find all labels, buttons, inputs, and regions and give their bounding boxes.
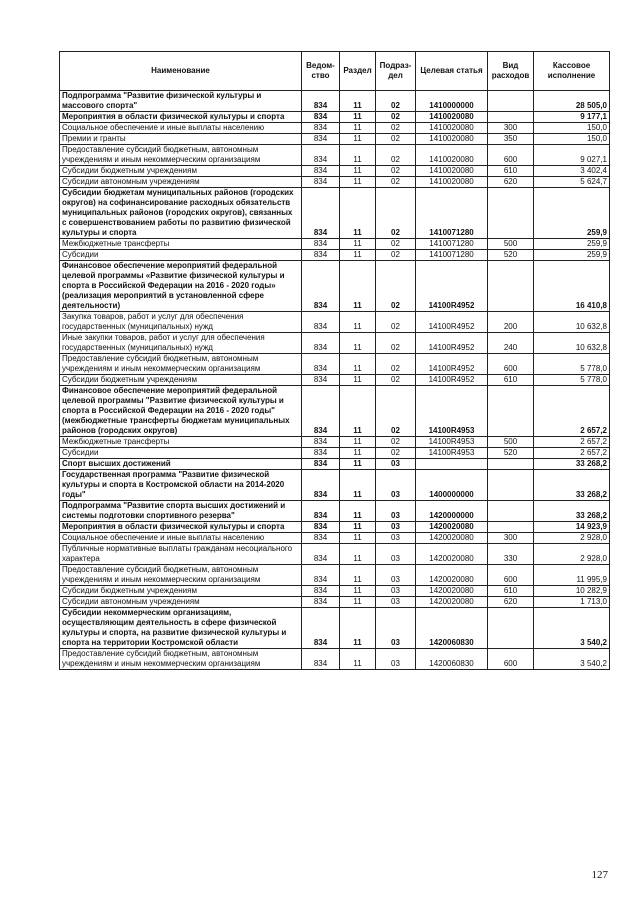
cell-target: 1420060830 (416, 608, 488, 649)
cell-section: 11 (340, 91, 376, 112)
cell-kind: 500 (488, 239, 534, 250)
table-row (60, 166, 610, 177)
cell-dept: 834 (302, 239, 340, 250)
cell-target: 14100R4952 (416, 333, 488, 354)
cell-amount: 3 402,4 (534, 166, 610, 177)
cell-section: 11 (340, 386, 376, 437)
cell-kind: 330 (488, 544, 534, 565)
cell-section: 11 (340, 312, 376, 333)
cell-dept: 834 (302, 333, 340, 354)
table-row (60, 501, 610, 522)
header-amount: Кассовое исполнение (534, 52, 610, 91)
cell-target: 14100R4952 (416, 261, 488, 312)
cell-section: 11 (340, 375, 376, 386)
cell-target: 1420020080 (416, 597, 488, 608)
cell-section: 11 (340, 112, 376, 123)
cell-dept: 834 (302, 459, 340, 470)
cell-kind: 600 (488, 649, 534, 670)
cell-name: Субсидии автономным учреждениям (60, 597, 302, 608)
cell-name: Закупка товаров, работ и услуг для обеспечения государственных (муниципальных) нужд (60, 312, 302, 333)
cell-subsection: 02 (376, 188, 416, 239)
table-row (60, 544, 610, 565)
cell-name: Спорт высших достижений (60, 459, 302, 470)
cell-subsection: 03 (376, 649, 416, 670)
cell-target: 1410020080 (416, 177, 488, 188)
cell-dept: 834 (302, 145, 340, 166)
cell-subsection: 02 (376, 145, 416, 166)
cell-kind: 610 (488, 586, 534, 597)
table-row (60, 312, 610, 333)
header-kind: Вид расходов (488, 52, 534, 91)
cell-name: Государственная программа "Развитие физической культуры и спорта в Костромской области на 2014-2020 годы" (60, 470, 302, 501)
cell-name: Мероприятия в области физической культуры и спорта (60, 522, 302, 533)
cell-amount: 33 268,2 (534, 470, 610, 501)
cell-name: Межбюджетные трансферты (60, 239, 302, 250)
cell-dept: 834 (302, 544, 340, 565)
cell-dept: 834 (302, 586, 340, 597)
cell-name: Финансовое обеспечение мероприятий федеральной целевой программы "Развитие физической культуры и спорта в Российской Федерации на 2016 - 2020 годы" (межбюджетные трансферты бюджетам муниципальных районов (городских округов) (60, 386, 302, 437)
cell-amount: 2 928,0 (534, 533, 610, 544)
cell-subsection: 02 (376, 134, 416, 145)
cell-section: 11 (340, 188, 376, 239)
cell-target: 1410000000 (416, 91, 488, 112)
cell-subsection: 03 (376, 608, 416, 649)
cell-section: 11 (340, 649, 376, 670)
cell-dept: 834 (302, 354, 340, 375)
cell-target: 1420020080 (416, 586, 488, 597)
cell-dept: 834 (302, 177, 340, 188)
cell-section: 11 (340, 123, 376, 134)
table-row (60, 134, 610, 145)
table-row (60, 533, 610, 544)
header-name: Наименование (60, 52, 302, 91)
cell-subsection: 03 (376, 544, 416, 565)
cell-target: 1400000000 (416, 470, 488, 501)
cell-amount: 16 410,8 (534, 261, 610, 312)
cell-subsection: 02 (376, 333, 416, 354)
cell-target: 1420060830 (416, 649, 488, 670)
cell-section: 11 (340, 166, 376, 177)
cell-amount: 14 923,9 (534, 522, 610, 533)
cell-subsection: 02 (376, 166, 416, 177)
cell-target: 14100R4952 (416, 375, 488, 386)
table-row (60, 375, 610, 386)
cell-section: 11 (340, 437, 376, 448)
cell-amount: 150,0 (534, 134, 610, 145)
cell-target: 1420020080 (416, 533, 488, 544)
cell-section: 11 (340, 565, 376, 586)
cell-section: 11 (340, 250, 376, 261)
cell-amount: 2 657,2 (534, 437, 610, 448)
cell-amount: 2 928,0 (534, 544, 610, 565)
cell-kind (488, 112, 534, 123)
cell-amount: 259,9 (534, 188, 610, 239)
cell-subsection: 03 (376, 501, 416, 522)
cell-target: 1420020080 (416, 522, 488, 533)
cell-dept: 834 (302, 312, 340, 333)
cell-target: 1410071280 (416, 188, 488, 239)
cell-dept: 834 (302, 261, 340, 312)
cell-name: Субсидии бюджетным учреждениям (60, 586, 302, 597)
cell-name: Подпрограмма "Развитие спорта высших достижений и системы подготовки спортивного резерва" (60, 501, 302, 522)
cell-name: Субсидии бюджетным учреждениям (60, 166, 302, 177)
table-row (60, 608, 610, 649)
cell-section: 11 (340, 544, 376, 565)
cell-kind (488, 522, 534, 533)
cell-subsection: 02 (376, 354, 416, 375)
cell-amount: 9 027,1 (534, 145, 610, 166)
cell-subsection: 02 (376, 261, 416, 312)
cell-subsection: 02 (376, 177, 416, 188)
cell-target: 14100R4953 (416, 437, 488, 448)
table-header-row (60, 52, 610, 91)
cell-dept: 834 (302, 250, 340, 261)
cell-subsection: 02 (376, 386, 416, 437)
table-row (60, 123, 610, 134)
cell-target: 14100R4953 (416, 448, 488, 459)
cell-amount: 33 268,2 (534, 501, 610, 522)
cell-section: 11 (340, 134, 376, 145)
table-row (60, 448, 610, 459)
table-row (60, 522, 610, 533)
cell-section: 11 (340, 333, 376, 354)
cell-subsection: 02 (376, 437, 416, 448)
table-row (60, 470, 610, 501)
cell-dept: 834 (302, 448, 340, 459)
cell-amount: 5 624,7 (534, 177, 610, 188)
cell-section: 11 (340, 354, 376, 375)
cell-kind (488, 91, 534, 112)
cell-name: Предоставление субсидий бюджетным, автономным учреждениям и иным некоммерческим организациям (60, 354, 302, 375)
table-row (60, 177, 610, 188)
cell-kind: 200 (488, 312, 534, 333)
header-target: Целевая статья (416, 52, 488, 91)
cell-target: 14100R4952 (416, 354, 488, 375)
table-row (60, 565, 610, 586)
cell-amount: 5 778,0 (534, 354, 610, 375)
cell-kind (488, 501, 534, 522)
cell-subsection: 02 (376, 448, 416, 459)
cell-dept: 834 (302, 386, 340, 437)
cell-dept: 834 (302, 597, 340, 608)
cell-kind: 610 (488, 166, 534, 177)
header-dept: Ведом-ство (302, 52, 340, 91)
cell-dept: 834 (302, 649, 340, 670)
cell-kind: 350 (488, 134, 534, 145)
cell-amount: 1 713,0 (534, 597, 610, 608)
cell-target: 14100R4952 (416, 312, 488, 333)
cell-kind: 520 (488, 250, 534, 261)
cell-kind: 600 (488, 354, 534, 375)
cell-kind (488, 386, 534, 437)
cell-name: Публичные нормативные выплаты гражданам несоциального характера (60, 544, 302, 565)
cell-dept: 834 (302, 134, 340, 145)
cell-subsection: 03 (376, 565, 416, 586)
cell-amount: 150,0 (534, 123, 610, 134)
cell-name: Субсидии автономным учреждениям (60, 177, 302, 188)
cell-section: 11 (340, 177, 376, 188)
cell-subsection: 02 (376, 312, 416, 333)
cell-kind (488, 188, 534, 239)
cell-section: 11 (340, 597, 376, 608)
cell-subsection: 03 (376, 459, 416, 470)
table-body (60, 91, 610, 670)
cell-amount: 3 540,2 (534, 608, 610, 649)
cell-kind (488, 261, 534, 312)
table-row (60, 250, 610, 261)
cell-kind: 610 (488, 375, 534, 386)
cell-subsection: 02 (376, 239, 416, 250)
cell-section: 11 (340, 533, 376, 544)
cell-name: Субсидии (60, 448, 302, 459)
cell-amount: 10 632,8 (534, 333, 610, 354)
cell-kind: 520 (488, 448, 534, 459)
table-row (60, 437, 610, 448)
cell-amount: 2 657,2 (534, 386, 610, 437)
cell-dept: 834 (302, 123, 340, 134)
header-subsection: Подраз-дел (376, 52, 416, 91)
cell-subsection: 02 (376, 91, 416, 112)
cell-subsection: 03 (376, 470, 416, 501)
cell-dept: 834 (302, 533, 340, 544)
cell-amount: 9 177,1 (534, 112, 610, 123)
cell-target: 1410020080 (416, 123, 488, 134)
cell-target: 1410020080 (416, 166, 488, 177)
cell-target: 1410071280 (416, 239, 488, 250)
cell-subsection: 02 (376, 112, 416, 123)
cell-dept: 834 (302, 470, 340, 501)
cell-kind (488, 470, 534, 501)
cell-target: 1410020080 (416, 134, 488, 145)
cell-subsection: 03 (376, 522, 416, 533)
table-row (60, 145, 610, 166)
cell-section: 11 (340, 145, 376, 166)
cell-section: 11 (340, 448, 376, 459)
cell-kind (488, 608, 534, 649)
cell-subsection: 03 (376, 597, 416, 608)
cell-target: 1420020080 (416, 565, 488, 586)
cell-name: Финансовое обеспечение мероприятий федеральной целевой программы «Развитие физической культуры и спорта в Российской Федерации на 2016 - 2020 годы» (реализация мероприятий в установленной сфере деятельности) (60, 261, 302, 312)
table-row (60, 649, 610, 670)
cell-section: 11 (340, 470, 376, 501)
cell-subsection: 02 (376, 375, 416, 386)
cell-name: Премии и гранты (60, 134, 302, 145)
table-row (60, 333, 610, 354)
cell-amount: 28 505,0 (534, 91, 610, 112)
cell-kind: 300 (488, 123, 534, 134)
cell-amount: 33 268,2 (534, 459, 610, 470)
table-row (60, 91, 610, 112)
table-row (60, 597, 610, 608)
cell-amount: 11 995,9 (534, 565, 610, 586)
cell-dept: 834 (302, 188, 340, 239)
cell-kind: 620 (488, 597, 534, 608)
cell-dept: 834 (302, 112, 340, 123)
cell-name: Мероприятия в области физической культуры и спорта (60, 112, 302, 123)
cell-target: 1410071280 (416, 250, 488, 261)
cell-amount: 259,9 (534, 250, 610, 261)
cell-dept: 834 (302, 437, 340, 448)
cell-name: Подпрограмма "Развитие физической культуры и массового спорта" (60, 91, 302, 112)
cell-subsection: 03 (376, 533, 416, 544)
cell-section: 11 (340, 586, 376, 597)
cell-name: Субсидии бюджетным учреждениям (60, 375, 302, 386)
cell-dept: 834 (302, 501, 340, 522)
cell-amount: 10 282,9 (534, 586, 610, 597)
cell-subsection: 02 (376, 250, 416, 261)
cell-kind: 300 (488, 533, 534, 544)
cell-dept: 834 (302, 91, 340, 112)
cell-name: Социальное обеспечение и иные выплаты населению (60, 123, 302, 134)
cell-kind: 620 (488, 177, 534, 188)
cell-subsection: 03 (376, 586, 416, 597)
cell-dept: 834 (302, 565, 340, 586)
cell-section: 11 (340, 608, 376, 649)
cell-target (416, 459, 488, 470)
cell-name: Межбюджетные трансферты (60, 437, 302, 448)
cell-name: Предоставление субсидий бюджетным, автономным учреждениям и иным некоммерческим организациям (60, 649, 302, 670)
page-number: 127 (591, 869, 608, 881)
cell-target: 1410020080 (416, 112, 488, 123)
table-row (60, 261, 610, 312)
cell-name: Субсидии некоммерческим организациям, осуществляющим деятельность в сфере физической культуры и спорта, на развитие физической культуры и спорта на территории Костромской области (60, 608, 302, 649)
cell-target: 1420020080 (416, 544, 488, 565)
cell-target: 14100R4953 (416, 386, 488, 437)
table-row (60, 188, 610, 239)
cell-name: Субсидии бюджетам муниципальных районов (городских округов) на софинансирование расходных обязательств муниципальных районов (городских округов), связанных с совершенствованием работы по развитию физической культуры и спорта (60, 188, 302, 239)
table-row (60, 586, 610, 597)
cell-section: 11 (340, 261, 376, 312)
cell-dept: 834 (302, 608, 340, 649)
cell-kind: 600 (488, 565, 534, 586)
table-row (60, 459, 610, 470)
cell-subsection: 02 (376, 123, 416, 134)
cell-dept: 834 (302, 522, 340, 533)
cell-section: 11 (340, 459, 376, 470)
cell-target: 1420000000 (416, 501, 488, 522)
cell-amount: 259,9 (534, 239, 610, 250)
cell-kind (488, 459, 534, 470)
cell-amount: 2 657,2 (534, 448, 610, 459)
cell-kind: 240 (488, 333, 534, 354)
cell-amount: 5 778,0 (534, 375, 610, 386)
cell-target: 1410020080 (416, 145, 488, 166)
cell-kind: 500 (488, 437, 534, 448)
cell-amount: 10 632,8 (534, 312, 610, 333)
cell-amount: 3 540,2 (534, 649, 610, 670)
cell-section: 11 (340, 239, 376, 250)
cell-name: Социальное обеспечение и иные выплаты населению (60, 533, 302, 544)
cell-section: 11 (340, 522, 376, 533)
cell-name: Предоставление субсидий бюджетным, автономным учреждениям и иным некоммерческим организациям (60, 145, 302, 166)
cell-kind: 600 (488, 145, 534, 166)
cell-dept: 834 (302, 375, 340, 386)
budget-execution-table (59, 51, 610, 670)
table-row (60, 112, 610, 123)
cell-name: Субсидии (60, 250, 302, 261)
cell-name: Предоставление субсидий бюджетным, автономным учреждениям и иным некоммерческим организациям (60, 565, 302, 586)
cell-name: Иные закупки товаров, работ и услуг для обеспечения государственных (муниципальных) нужд (60, 333, 302, 354)
header-section: Раздел (340, 52, 376, 91)
table-row (60, 386, 610, 437)
table-row (60, 239, 610, 250)
cell-section: 11 (340, 501, 376, 522)
cell-dept: 834 (302, 166, 340, 177)
table-row (60, 354, 610, 375)
